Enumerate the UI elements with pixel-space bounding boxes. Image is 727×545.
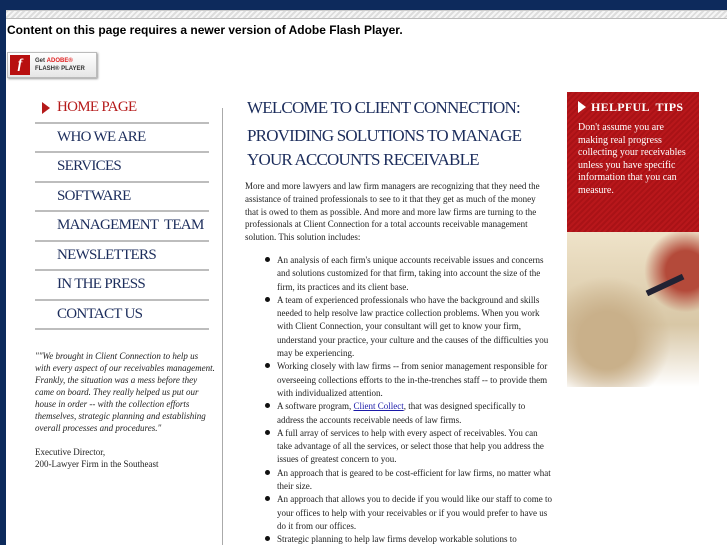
solutions-list bbox=[265, 254, 553, 545]
list-item: A full array of services to help with every aspect of receivables. You can take advantage of all the services, or select those that help you address the issues of greatest concern to you. bbox=[265, 427, 553, 467]
left-column bbox=[35, 94, 221, 470]
page-title bbox=[245, 96, 553, 172]
page bbox=[6, 10, 727, 545]
list-item: An approach that is geared to be cost-efficient for law firms, no matter what their size. bbox=[265, 467, 553, 494]
testimonial-author bbox=[35, 446, 221, 470]
intro-paragraph: More and more lawyers and law firm managers are recognizing that they need the assistance of trained professionals to see to it that they get as much of the money that is owed to them as possible. And more and more law firms are turning to the professionals at Client Connection for a total accounts receivable management solution. This solution includes: bbox=[245, 181, 540, 243]
nav-newsletters[interactable]: NEWSLETTERS bbox=[35, 242, 209, 272]
badge-text bbox=[35, 57, 85, 73]
get-flash-player-button[interactable] bbox=[7, 52, 97, 78]
list-item: A team of experienced professionals who have the background and skills needed to help resolve law practice collection problems. When you work with Client Connection, your consultant will get to know your firm, understand your practice, your culture and the causes of the difficulties you may be experiencing. bbox=[265, 294, 553, 360]
list-item: Working closely with law firms -- from senior management responsible for overseeing collections efforts to the in-the-trenches staff -- to provide them with individualized attention. bbox=[265, 360, 553, 400]
divider bbox=[222, 108, 223, 545]
play-arrow-icon bbox=[578, 101, 586, 113]
nav-who-we-are[interactable]: WHO WE ARE bbox=[35, 124, 209, 154]
text: A software program, bbox=[277, 401, 354, 412]
client-collect-link[interactable]: Client Collect bbox=[353, 401, 404, 412]
nav-management-team[interactable]: MANAGEMENT TEAM bbox=[35, 212, 209, 242]
badge-product: FLASH® PLAYER bbox=[35, 66, 85, 72]
main-content bbox=[245, 96, 553, 545]
list-item bbox=[265, 400, 553, 427]
badge-brand: ADOBE® bbox=[46, 58, 73, 64]
pen-on-document-photo bbox=[567, 232, 699, 387]
main-nav bbox=[35, 94, 209, 330]
author-title: Executive Director, bbox=[35, 447, 106, 457]
active-arrow-icon bbox=[42, 102, 50, 114]
tips-text: Don't assume you are making real progress collecting your receivables unless you have specific information that you can measure. bbox=[578, 122, 686, 196]
helpful-tips-panel bbox=[567, 92, 699, 232]
author-firm: 200-Lawyer Firm in the Southeast bbox=[35, 459, 159, 469]
testimonial-quote: ""We brought in Client Connection to help us with every aspect of our receivables management. Frankly, the situation was a mess before they came on board. They really helped us put our house in order -- with the collection efforts themselves, strategic planning and establishing overall processes and procedures." bbox=[35, 351, 215, 433]
top-stripe bbox=[6, 10, 727, 19]
flash-logo-icon: f bbox=[10, 55, 30, 75]
nav-contact-us[interactable]: CONTACT US bbox=[35, 301, 209, 331]
nav-services[interactable]: SERVICES bbox=[35, 153, 209, 183]
text: , that was designed specifically to address the accounts receivable needs of law firms. bbox=[277, 401, 526, 425]
nav-software[interactable]: SOFTWARE bbox=[35, 183, 209, 213]
list-item: Strategic planning to help law firms develop workable solutions to bbox=[265, 533, 553, 545]
nav-home[interactable]: HOME PAGE bbox=[35, 94, 209, 124]
list-item: An analysis of each firm's unique accounts receivable issues and concerns and solutions customized for that firm, taking into account the size of the firm, its practices and its client base. bbox=[265, 254, 553, 294]
badge-get: Get bbox=[35, 58, 47, 64]
list-item: An approach that allows you to decide if you would like our staff to come to your offices to help with your receivables or if you would prefer to have us do it from our offices. bbox=[265, 493, 553, 533]
flash-message: Content on this page requires a newer version of Adobe Flash Player. bbox=[7, 23, 403, 37]
heading-welcome: WELCOME TO CLIENT CONNECTION: bbox=[247, 98, 520, 117]
tips-title: HELPFUL TIPS bbox=[591, 100, 684, 114]
pen-image bbox=[646, 274, 685, 296]
heading-solutions: PROVIDING SOLUTIONS TO MANAGE YOUR ACCOUNTS RECEIVABLE bbox=[247, 126, 522, 169]
nav-in-the-press[interactable]: IN THE PRESS bbox=[35, 271, 209, 301]
